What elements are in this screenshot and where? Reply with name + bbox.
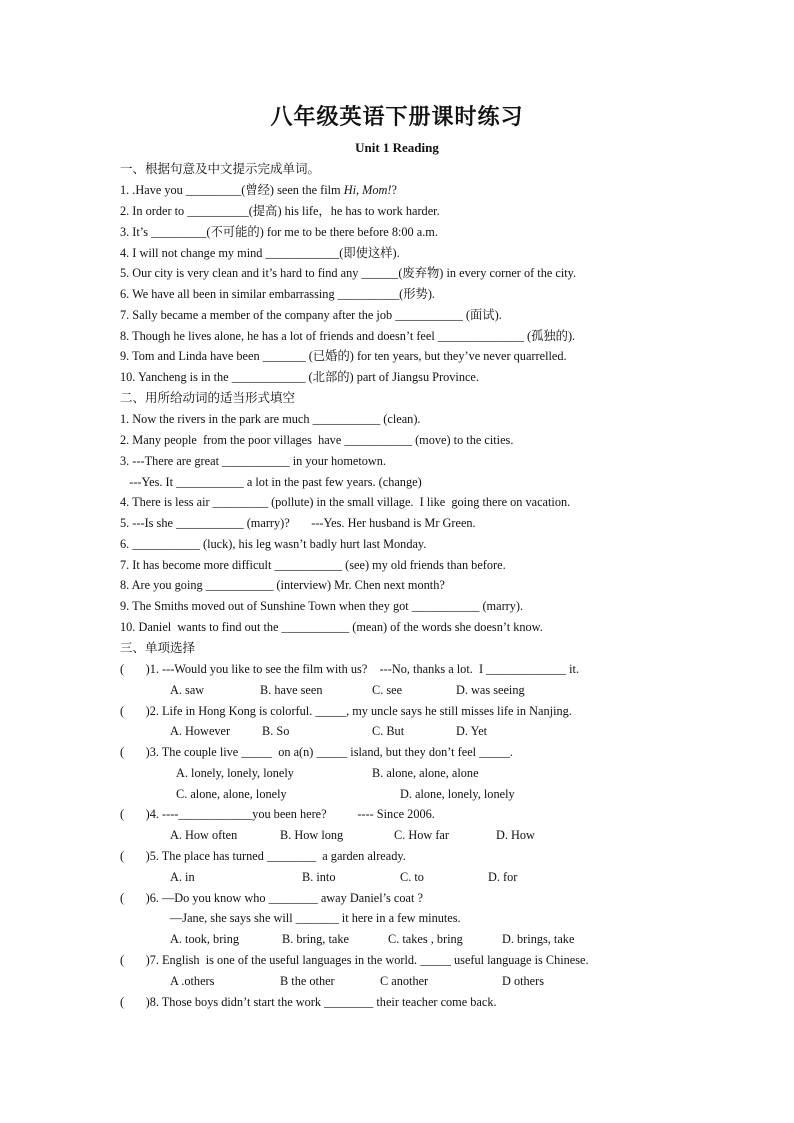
section2-item-3b: ---Yes. It ___________ a lot in the past few years. (change) — [120, 475, 422, 489]
question-1-stem: ( )1. ---Would you like to see the film with us? ---No, thanks a lot. I _____________ it. — [120, 662, 580, 676]
question-8-stem: ( )8. Those boys didn’t start the work ________ their teacher come back. — [120, 995, 497, 1009]
question-7-option-d: D others — [502, 974, 545, 988]
section1-item-2: 2. In order to __________(提高) his life，he has to work harder. — [120, 204, 440, 218]
question-7-stem: ( )7. English is one of the useful languages in the world. _____ useful language is Chinese. — [120, 953, 589, 967]
question-3-option-c: C. alone, alone, lonely — [176, 787, 287, 801]
question-2-option-b: B. So — [262, 724, 290, 738]
question-6-stem: ( )6. —Do you know who ________ away Daniel’s coat ? — [120, 891, 423, 905]
question-2-option-c: C. But — [372, 724, 405, 738]
section1-item-6: 6. We have all been in similar embarrassing __________(形势). — [120, 287, 436, 301]
question-7-option-a: A .others — [170, 974, 215, 988]
question-3-stem: ( )3. The couple live _____ on a(n) _____ island, but they don’t feel _____. — [120, 745, 513, 759]
section2-item-10: 10. Daniel wants to find out the ___________ (mean) of the words she doesn’t know. — [120, 620, 543, 634]
question-3-option-d: D. alone, lonely, lonely — [400, 787, 515, 801]
section1-item-10: 10. Yancheng is in the ____________ (北部的) part of Jiangsu Province. — [120, 370, 479, 384]
question-3-option-b: B. alone, alone, alone — [372, 766, 479, 780]
question-4-stem: ( )4. ----____________you been here? ---- Since 2006. — [120, 807, 435, 821]
page-subtitle: Unit 1 Reading — [355, 140, 439, 155]
question-7-option-c: C another — [380, 974, 429, 988]
section1-item-4: 4. I will not change my mind ____________(即使这样). — [120, 246, 400, 260]
question-4-option-d: D. How — [496, 828, 535, 842]
question-6-stem-2: —Jane, she says she will _______ it here in a few minutes. — [170, 911, 461, 925]
section1-item-8: 8. Though he lives alone, he has a lot of friends and doesn’t feel ______________ (孤独的). — [120, 329, 576, 343]
section1-item-1: 1. .Have you _________(曾经) seen the film Hi, Mom!? — [120, 183, 397, 197]
section2-item-5: 5. ---Is she ___________ (marry)? ---Yes. Her husband is Mr Green. — [120, 516, 476, 530]
question-5-stem: ( )5. The place has turned ________ a garden already. — [120, 849, 406, 863]
question-7-option-b: B the other — [280, 974, 335, 988]
section2-item-8: 8. Are you going ___________ (interview) Mr. Chen next month? — [120, 578, 445, 592]
question-2-stem: ( )2. Life in Hong Kong is colorful. _____, my uncle says he still misses life in Nanjing. — [120, 704, 572, 718]
section2-item-4: 4. There is less air _________ (pollute) in the small village. I like going there on vacation. — [120, 495, 571, 509]
question-2-option-d: D. Yet — [456, 724, 488, 738]
section2-item-3: 3. ---There are great ___________ in your hometown. — [120, 454, 387, 468]
question-1-option-c: C. see — [372, 683, 403, 697]
question-6-option-b: B. bring, take — [282, 932, 349, 946]
section1-item-9: 9. Tom and Linda have been _______ (已婚的) for ten years, but they’ve never quarrelled. — [120, 349, 567, 363]
page-title: 八年级英语下册课时练习 — [270, 104, 524, 130]
question-1-option-a: A. saw — [170, 683, 205, 697]
section1-item-7: 7. Sally became a member of the company after the job ___________ (面试). — [120, 308, 502, 322]
section2-item-6: 6. ___________ (luck), his leg wasn’t badly hurt last Monday. — [120, 537, 427, 551]
question-3-option-a: A. lonely, lonely, lonely — [176, 766, 294, 780]
section2-heading: 二、用所给动词的适当形式填空 — [120, 390, 296, 405]
question-4-option-b: B. How long — [280, 828, 344, 842]
question-1-option-d: D. was seeing — [456, 683, 525, 697]
section1-item-3: 3. It’s _________(不可能的) for me to be there before 8:00 a.m. — [120, 225, 438, 239]
section2-item-7: 7. It has become more difficult ___________ (see) my old friends than before. — [120, 558, 506, 572]
question-4-option-a: A. How often — [170, 828, 238, 842]
question-5-option-c: C. to — [400, 870, 424, 884]
question-4-option-c: C. How far — [394, 828, 449, 842]
question-6-option-a: A. took, bring — [170, 932, 239, 946]
question-5-option-a: A. in — [170, 870, 195, 884]
question-5-option-b: B. into — [302, 870, 336, 884]
section2-item-1: 1. Now the rivers in the park are much ___________ (clean). — [120, 412, 421, 426]
question-5-option-d: D. for — [488, 870, 518, 884]
section3-heading: 三、单项选择 — [120, 640, 196, 655]
section2-item-2: 2. Many people from the poor villages have ___________ (move) to the cities. — [120, 433, 514, 447]
question-2-option-a: A. However — [170, 724, 231, 738]
question-1-option-b: B. have seen — [260, 683, 323, 697]
section2-item-9: 9. The Smiths moved out of Sunshine Town when they got ___________ (marry). — [120, 599, 524, 613]
section1-item-5: 5. Our city is very clean and it’s hard to find any ______(废弃物) in every corner of the city. — [120, 266, 577, 280]
question-6-option-d: D. brings, take — [502, 932, 575, 946]
section1-heading: 一、根据句意及中文提示完成单词。 — [120, 161, 321, 176]
question-6-option-c: C. takes , bring — [388, 932, 463, 946]
